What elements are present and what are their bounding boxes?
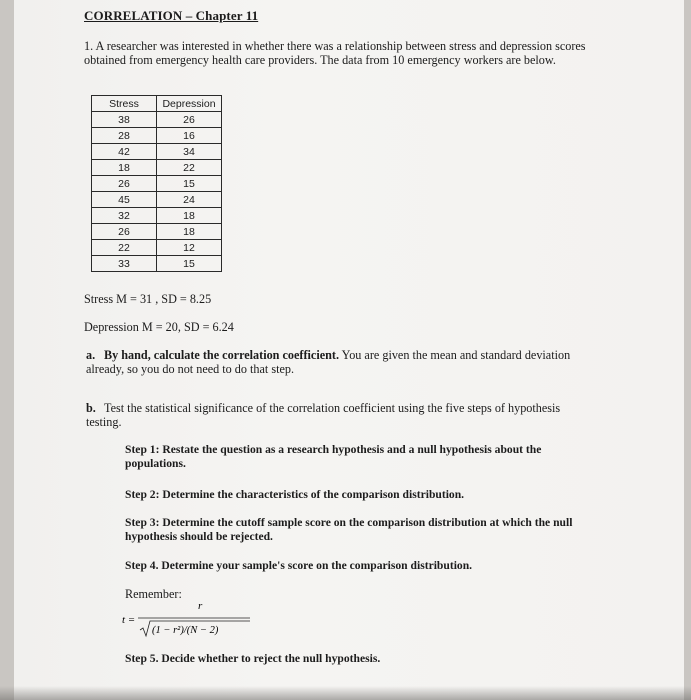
item-a-rest: You are given the mean and standard deviation already, so you do not need to do that step.: [86, 348, 571, 376]
item-a-marker: a.: [86, 348, 96, 362]
table-row: [92, 160, 222, 176]
step-3: Step 3: Determine the cutoff sample score on the comparison distribution at which the null hypothesis should be rejected.: [125, 516, 573, 543]
header-stress: Stress: [92, 96, 157, 112]
table-row: [92, 192, 222, 208]
depression-cell: 16: [157, 128, 222, 144]
depression-cell: 18: [157, 208, 222, 224]
question-1-text: 1. A researcher was interested in whether there was a relationship between stress and depression scores obtained from emergency health care providers. The data from 10 emergency workers are below.: [84, 39, 586, 67]
stress-cell: 42: [92, 144, 157, 160]
depression-cell: 24: [157, 192, 222, 208]
stress-stats: Stress M = 31 , SD = 8.25: [84, 292, 212, 306]
formula-denominator: (1 − r²)/(N − 2): [152, 625, 219, 636]
stress-cell: 28: [92, 128, 157, 144]
t-formula: [120, 599, 260, 639]
stress-cell: 22: [92, 240, 157, 256]
step-2: Step 2: Determine the characteristics of the comparison distribution.: [125, 488, 465, 501]
formula-lhs: t =: [122, 614, 136, 626]
data-table: [91, 95, 222, 272]
depression-cell: 22: [157, 160, 222, 176]
stress-cell: 32: [92, 208, 157, 224]
table-row: [92, 240, 222, 256]
table-header-row: [92, 96, 222, 112]
depression-cell: 15: [157, 256, 222, 272]
stress-cell: 33: [92, 256, 157, 272]
table-row: [92, 128, 222, 144]
step-1: Step 1: Restate the question as a research hypothesis and a null hypothesis about the populations.: [125, 443, 542, 470]
table-row: [92, 144, 222, 160]
item-a-bold: By hand, calculate the correlation coefficient.: [104, 348, 340, 362]
depression-cell: 15: [157, 176, 222, 192]
item-b-text: Test the statistical significance of the correlation coefficient using the five steps of hypothesis testing.: [86, 401, 561, 429]
table-row: [92, 256, 222, 272]
stress-cell: 38: [92, 112, 157, 128]
formula-numerator: r: [198, 600, 203, 612]
stress-cell: 45: [92, 192, 157, 208]
depression-stats: Depression M = 20, SD = 6.24: [84, 320, 234, 334]
depression-cell: 12: [157, 240, 222, 256]
item-b: [86, 401, 586, 429]
depression-cell: 26: [157, 112, 222, 128]
table-row: [92, 176, 222, 192]
step-5: Step 5. Decide whether to reject the null hypothesis.: [125, 652, 381, 665]
table-row: [92, 224, 222, 240]
stress-cell: 26: [92, 176, 157, 192]
remember-label: Remember:: [125, 587, 182, 601]
stress-cell: 26: [92, 224, 157, 240]
stress-cell: 18: [92, 160, 157, 176]
header-depression: Depression: [157, 96, 222, 112]
table-row: [92, 208, 222, 224]
table-row: [92, 112, 222, 128]
item-b-marker: b.: [86, 401, 96, 415]
step-4: Step 4. Determine your sample's score on the comparison distribution.: [125, 559, 473, 572]
depression-cell: 18: [157, 224, 222, 240]
depression-cell: 34: [157, 144, 222, 160]
item-a: [86, 348, 586, 376]
photo-shadow: [0, 686, 691, 700]
page-title: CORRELATION – Chapter 11: [84, 8, 259, 23]
